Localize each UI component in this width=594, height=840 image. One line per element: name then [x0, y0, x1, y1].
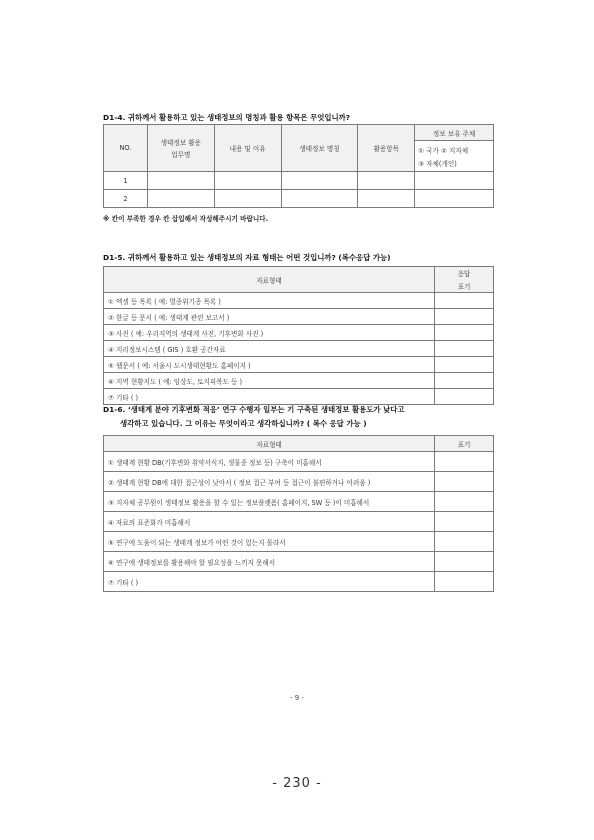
- d1-5-table: [103, 266, 494, 405]
- response-cell[interactable]: [435, 341, 494, 357]
- header-task-line1: 생태정보 활용: [160, 139, 201, 147]
- table-row: [104, 190, 494, 208]
- header-usage-items: 활용항목: [358, 125, 415, 172]
- header-response-line1: 응답: [457, 270, 471, 278]
- answer-cell[interactable]: [281, 172, 358, 190]
- header-response-mark: [435, 267, 494, 293]
- response-cell[interactable]: [435, 309, 494, 325]
- row-number: 2: [104, 190, 148, 208]
- row-number: 1: [104, 172, 148, 190]
- response-cell[interactable]: [435, 325, 494, 341]
- answer-cell[interactable]: [358, 172, 415, 190]
- question-d1-4-title: D1-4. 귀하께서 활용하고 있는 생태정보의 명칭과 활용 항목은 무엇입니까?: [103, 113, 351, 122]
- response-cell[interactable]: [435, 492, 494, 512]
- list-item: [104, 452, 494, 472]
- option-label: ⑥ 연구에 생태정보를 활용해야 할 필요성을 느끼지 못해서: [104, 552, 435, 572]
- response-cell[interactable]: [435, 512, 494, 532]
- holder-options: [415, 141, 494, 172]
- list-item: [104, 325, 494, 341]
- option-label: ⑤ 웹문서 ( 예: 서울시 도시생태현황도 홈페이지 ): [104, 357, 435, 373]
- header-data-type: 자료형태: [104, 267, 435, 293]
- d1-6-table: [103, 435, 494, 592]
- option-label: ⑥ 지역 현황지도 ( 예: 임상도, 토지피복도 등 ): [104, 373, 435, 389]
- inner-page-number: - 9 -: [290, 694, 304, 702]
- response-cell[interactable]: [435, 472, 494, 492]
- header-response-line2: 표기: [457, 283, 471, 291]
- response-cell[interactable]: [435, 293, 494, 309]
- response-cell[interactable]: [435, 357, 494, 373]
- header-content: 내용 및 이유: [214, 125, 281, 172]
- table-note: ※ 칸이 부족한 경우 칸 삽입해서 작성해주시기 바랍니다.: [103, 215, 269, 223]
- header-data-type: 자료형태: [104, 436, 435, 452]
- option-label: ① 생태계 현황 DB(기후변화 취약서식지, 생물종 정보 등) 구축이 미흡해서: [104, 452, 435, 472]
- response-cell[interactable]: [435, 552, 494, 572]
- answer-cell[interactable]: [415, 190, 494, 208]
- list-item: [104, 309, 494, 325]
- option-label: ② 한글 등 문서 ( 예: 생태계 관련 보고서 ): [104, 309, 435, 325]
- header-task-line2: 업무명: [171, 151, 191, 159]
- answer-cell[interactable]: [214, 172, 281, 190]
- header-info-name: 생태정보 명칭: [281, 125, 358, 172]
- header-info-holder: 정보 보유 주체: [415, 125, 494, 141]
- list-item: [104, 572, 494, 592]
- response-cell[interactable]: [435, 532, 494, 552]
- list-item: [104, 532, 494, 552]
- list-item: [104, 357, 494, 373]
- question-d1-6-line2: 생각하고 있습니다. 그 이유는 무엇이라고 생각하십니까? ( 복수 응답 가능 ): [120, 419, 367, 428]
- answer-cell[interactable]: [415, 172, 494, 190]
- response-cell[interactable]: [435, 572, 494, 592]
- option-label: ⑦ 기타 ( ): [104, 389, 435, 405]
- header-mark: 표기: [435, 436, 494, 452]
- list-item: [104, 472, 494, 492]
- option-label: ④ 지리정보시스템 ( GIS ) 호환 공간자료: [104, 341, 435, 357]
- list-item: [104, 341, 494, 357]
- d1-4-table: [103, 124, 494, 208]
- option-label: ④ 자료의 표준화가 미흡해서: [104, 512, 435, 532]
- option-label: ① 엑셀 등 목록 ( 예: 멸종위기종 목록 ): [104, 293, 435, 309]
- table-row: [104, 172, 494, 190]
- answer-cell[interactable]: [214, 190, 281, 208]
- answer-cell[interactable]: [358, 190, 415, 208]
- answer-cell[interactable]: [147, 172, 214, 190]
- option-label: ③ 사진 ( 예: 우리지역의 생태계 사진, 기후변화 사진 ): [104, 325, 435, 341]
- header-no: NO.: [104, 125, 148, 172]
- list-item: [104, 552, 494, 572]
- header-task-name: [147, 125, 214, 172]
- answer-cell[interactable]: [147, 190, 214, 208]
- question-d1-6-line1: D1-6. ‘생태계 분야 기후변화 적응’ 연구 수행자 일부는 기 구축된 생태정보 활용도가 낮다고: [103, 405, 405, 414]
- question-d1-5-title: D1-5. 귀하께서 활용하고 있는 생태정보의 자료 형태는 어떤 것입니까? (복수응답 가능): [103, 253, 391, 262]
- option-label: ⑦ 기타 ( ): [104, 572, 435, 592]
- option-label: ⑤ 연구에 도움이 되는 생태계 정보가 어떤 것이 있는지 몰라서: [104, 532, 435, 552]
- option-label: ③ 지자체 공무원이 생태정보 활용을 할 수 있는 정보플랫폼( 홈페이지, SW 등 )이 미흡해서: [104, 492, 435, 512]
- list-item: [104, 373, 494, 389]
- page-number: - 230 -: [272, 776, 322, 791]
- list-item: [104, 293, 494, 309]
- holder-options-line1: ① 국가 ② 지자체: [418, 146, 469, 155]
- list-item: [104, 492, 494, 512]
- holder-options-line2: ③ 자체(개인): [418, 159, 457, 168]
- question-d1-6-title: [103, 403, 495, 431]
- response-cell[interactable]: [435, 373, 494, 389]
- answer-cell[interactable]: [281, 190, 358, 208]
- response-cell[interactable]: [435, 452, 494, 472]
- option-label: ② 생태계 현황 DB에 대한 접근성이 낮아서 ( 정보 접근 부여 등 접근이 불편하거나 어려움 ): [104, 472, 435, 492]
- list-item: [104, 512, 494, 532]
